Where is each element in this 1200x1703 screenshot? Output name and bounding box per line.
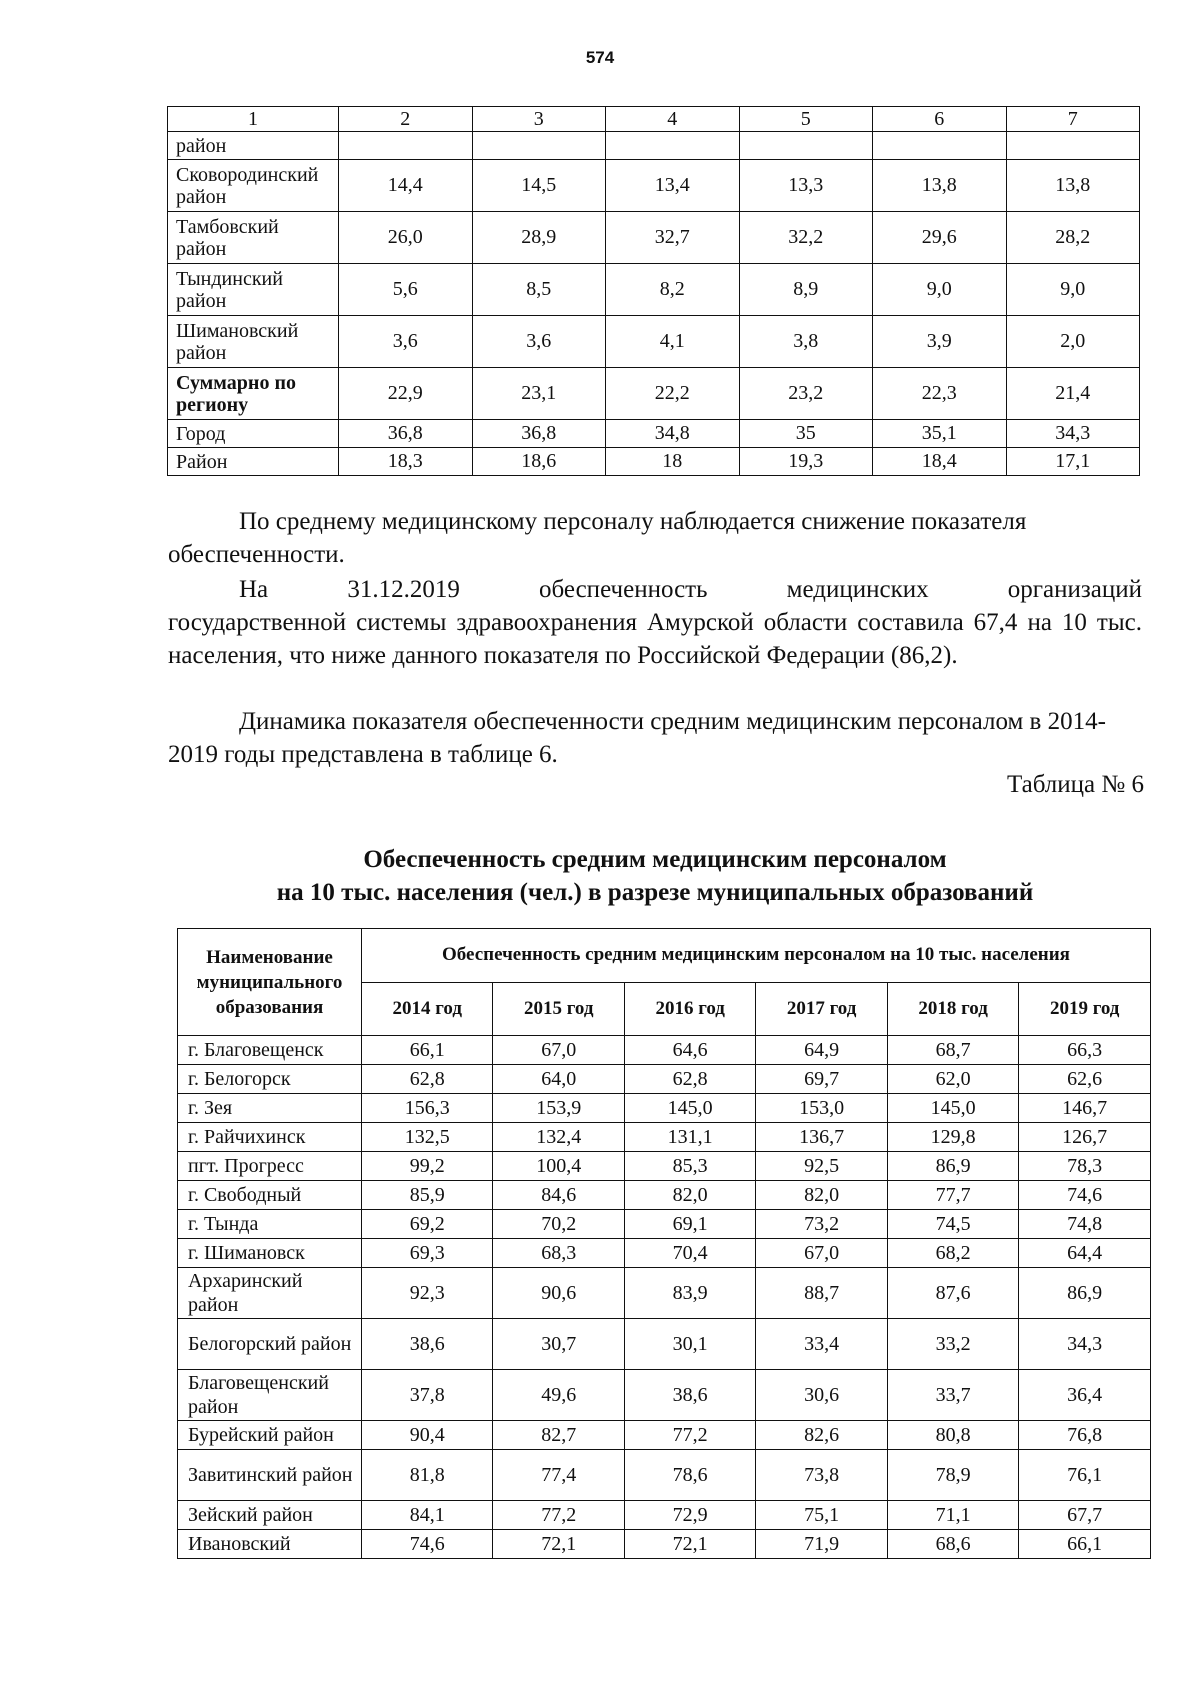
cell-value: 62,0: [887, 1065, 1018, 1094]
row-name: Город: [168, 420, 339, 448]
row-name: г. Шимановск: [178, 1239, 362, 1268]
column-number: 6: [873, 107, 1007, 132]
table-row: [178, 1450, 1151, 1501]
table-row: [178, 1319, 1151, 1370]
cell-value: 145,0: [624, 1094, 755, 1123]
table-title: [0, 843, 1200, 909]
cell-value: 72,1: [624, 1530, 755, 1559]
cell-value: [739, 132, 873, 160]
cell-value: 62,8: [624, 1065, 755, 1094]
cell-value: 145,0: [887, 1094, 1018, 1123]
header-year: 2018 год: [887, 982, 1018, 1036]
table-row: [168, 316, 1140, 368]
table-row: [178, 1530, 1151, 1559]
cell-value: 23,2: [739, 368, 873, 420]
cell-value: [472, 132, 606, 160]
cell-value: 68,3: [493, 1239, 624, 1268]
cell-value: 34,3: [1019, 1319, 1151, 1370]
cell-value: [1006, 132, 1140, 160]
row-name: Ивановский: [178, 1530, 362, 1559]
cell-value: 85,3: [624, 1152, 755, 1181]
header-municipality: Наименование муниципального образования: [178, 929, 362, 1036]
page-number: 574: [585, 48, 615, 67]
cell-value: 4,1: [606, 316, 740, 368]
cell-value: 129,8: [887, 1123, 1018, 1152]
paragraph-coverage: государственной системы здравоохранения Амурской области составила 67,4 на 10 тыс. населения, что ниже данного показателя по Российской Федерации (86,2).: [168, 609, 1142, 669]
cell-value: 68,6: [887, 1530, 1018, 1559]
cell-value: 78,9: [887, 1450, 1018, 1501]
table-title-line: Обеспеченность средним медицинским персоналом: [363, 846, 947, 873]
cell-value: [339, 132, 473, 160]
cell-value: 2,0: [1006, 316, 1140, 368]
cell-value: 100,4: [493, 1152, 624, 1181]
cell-value: 18,3: [339, 448, 473, 476]
cell-value: 78,6: [624, 1450, 755, 1501]
cell-value: 23,1: [472, 368, 606, 420]
cell-value: 86,9: [1019, 1268, 1151, 1319]
row-name: Благовещенский район: [178, 1370, 362, 1421]
table-row: [168, 448, 1140, 476]
cell-value: 67,0: [493, 1036, 624, 1065]
cell-value: 146,7: [1019, 1094, 1151, 1123]
row-name: Архаринский район: [178, 1268, 362, 1319]
cell-value: 74,6: [362, 1530, 493, 1559]
cell-value: 19,3: [739, 448, 873, 476]
row-name: г. Тында: [178, 1210, 362, 1239]
cell-value: 77,7: [887, 1181, 1018, 1210]
cell-value: 17,1: [1006, 448, 1140, 476]
table-row: [168, 264, 1140, 316]
table-row: [168, 160, 1140, 212]
cell-value: 82,0: [624, 1181, 755, 1210]
cell-value: 66,1: [1019, 1530, 1151, 1559]
cell-value: 132,5: [362, 1123, 493, 1152]
cell-value: 88,7: [756, 1268, 887, 1319]
cell-value: 33,4: [756, 1319, 887, 1370]
cell-value: 38,6: [362, 1319, 493, 1370]
cell-value: 21,4: [1006, 368, 1140, 420]
row-name: Тындинский район: [168, 264, 339, 316]
row-name: Сковородинский район: [168, 160, 339, 212]
row-name: район: [168, 132, 339, 160]
table-row: [178, 1152, 1151, 1181]
continuation-table: [167, 106, 1140, 476]
header-year: 2015 год: [493, 982, 624, 1036]
cell-value: 92,3: [362, 1268, 493, 1319]
cell-value: 86,9: [887, 1152, 1018, 1181]
column-number: 2: [339, 107, 473, 132]
cell-value: 13,3: [739, 160, 873, 212]
cell-value: 33,7: [887, 1370, 1018, 1421]
cell-value: 30,7: [493, 1319, 624, 1370]
cell-value: 71,1: [887, 1501, 1018, 1530]
cell-value: 80,8: [887, 1421, 1018, 1450]
cell-value: 22,2: [606, 368, 740, 420]
cell-value: 73,8: [756, 1450, 887, 1501]
cell-value: 69,1: [624, 1210, 755, 1239]
cell-value: 3,6: [472, 316, 606, 368]
cell-value: 64,0: [493, 1065, 624, 1094]
cell-value: 75,1: [756, 1501, 887, 1530]
cell-value: 81,8: [362, 1450, 493, 1501]
cell-value: 99,2: [362, 1152, 493, 1181]
cell-value: 90,4: [362, 1421, 493, 1450]
cell-value: 5,6: [339, 264, 473, 316]
cell-value: 22,3: [873, 368, 1007, 420]
cell-value: 153,0: [756, 1094, 887, 1123]
cell-value: 18: [606, 448, 740, 476]
cell-value: 74,5: [887, 1210, 1018, 1239]
cell-value: 74,6: [1019, 1181, 1151, 1210]
cell-value: 64,4: [1019, 1239, 1151, 1268]
cell-value: 85,9: [362, 1181, 493, 1210]
cell-value: 26,0: [339, 212, 473, 264]
cell-value: 9,0: [1006, 264, 1140, 316]
cell-value: 82,7: [493, 1421, 624, 1450]
cell-value: 67,7: [1019, 1501, 1151, 1530]
cell-value: 62,8: [362, 1065, 493, 1094]
cell-value: 36,4: [1019, 1370, 1151, 1421]
cell-value: 36,8: [339, 420, 473, 448]
cell-value: 14,4: [339, 160, 473, 212]
cell-value: 66,1: [362, 1036, 493, 1065]
table-header-row: [178, 929, 1151, 983]
cell-value: 8,5: [472, 264, 606, 316]
paragraph-date-line: На 31.12.2019 обеспеченность медицинских организаций: [239, 576, 1142, 603]
cell-value: 8,9: [739, 264, 873, 316]
table-row: [178, 1370, 1151, 1421]
table-row: [178, 1094, 1151, 1123]
column-number: 5: [739, 107, 873, 132]
row-name: г. Белогорск: [178, 1065, 362, 1094]
cell-value: 73,2: [756, 1210, 887, 1239]
cell-value: 156,3: [362, 1094, 493, 1123]
row-name: г. Райчихинск: [178, 1123, 362, 1152]
cell-value: 34,3: [1006, 420, 1140, 448]
cell-value: 13,4: [606, 160, 740, 212]
cell-value: 68,7: [887, 1036, 1018, 1065]
table-header-row: [168, 107, 1140, 132]
row-name: Зейский район: [178, 1501, 362, 1530]
row-name: Суммарно по региону: [168, 368, 339, 420]
cell-value: 30,6: [756, 1370, 887, 1421]
cell-value: 71,9: [756, 1530, 887, 1559]
cell-value: 78,3: [1019, 1152, 1151, 1181]
table-row: [178, 1421, 1151, 1450]
table-row: [178, 1123, 1151, 1152]
cell-value: 131,1: [624, 1123, 755, 1152]
staffing-table-body: [178, 1036, 1151, 1559]
cell-value: 68,2: [887, 1239, 1018, 1268]
cell-value: 28,9: [472, 212, 606, 264]
cell-value: 14,5: [472, 160, 606, 212]
cell-value: [606, 132, 740, 160]
cell-value: 13,8: [1006, 160, 1140, 212]
column-number: 4: [606, 107, 740, 132]
table-row: [178, 1239, 1151, 1268]
cell-value: 62,6: [1019, 1065, 1151, 1094]
cell-value: 92,5: [756, 1152, 887, 1181]
cell-value: [873, 132, 1007, 160]
table-row: [168, 132, 1140, 160]
staffing-table: [177, 928, 1151, 1559]
cell-value: 66,3: [1019, 1036, 1151, 1065]
cell-value: 72,1: [493, 1530, 624, 1559]
table-title-line: на 10 тыс. населения (чел.) в разрезе муниципальных образований: [276, 879, 1034, 906]
cell-value: 153,9: [493, 1094, 624, 1123]
row-name: г. Благовещенск: [178, 1036, 362, 1065]
cell-value: 132,4: [493, 1123, 624, 1152]
cell-value: 126,7: [1019, 1123, 1151, 1152]
cell-value: 77,2: [493, 1501, 624, 1530]
paragraph-staff-decline: По среднему медицинскому персоналу наблюдается снижение показателя обеспеченности.: [168, 508, 1027, 568]
cell-value: 77,4: [493, 1450, 624, 1501]
row-name: г. Свободный: [178, 1181, 362, 1210]
row-name: г. Зея: [178, 1094, 362, 1123]
table-row: [178, 1210, 1151, 1239]
cell-value: 22,9: [339, 368, 473, 420]
cell-value: 70,2: [493, 1210, 624, 1239]
cell-value: 18,4: [873, 448, 1007, 476]
table-row: [178, 1036, 1151, 1065]
cell-value: 3,9: [873, 316, 1007, 368]
column-number: 7: [1006, 107, 1140, 132]
cell-value: 36,8: [472, 420, 606, 448]
cell-value: 74,8: [1019, 1210, 1151, 1239]
cell-value: 34,8: [606, 420, 740, 448]
row-name: Район: [168, 448, 339, 476]
cell-value: 82,6: [756, 1421, 887, 1450]
cell-value: 70,4: [624, 1239, 755, 1268]
table-row: [178, 1268, 1151, 1319]
cell-value: 69,3: [362, 1239, 493, 1268]
cell-value: 33,2: [887, 1319, 1018, 1370]
paragraph-dynamics: Динамика показателя обеспеченности средним медицинским персоналом в 2014-2019 годы представлена в таблице 6.: [168, 708, 1106, 768]
header-coverage: Обеспеченность средним медицинским персоналом на 10 тыс. населения: [362, 929, 1151, 983]
cell-value: 32,7: [606, 212, 740, 264]
header-year: 2014 год: [362, 982, 493, 1036]
cell-value: 64,6: [624, 1036, 755, 1065]
table-row: [168, 212, 1140, 264]
cell-value: 3,6: [339, 316, 473, 368]
cell-value: 76,1: [1019, 1450, 1151, 1501]
cell-value: 82,0: [756, 1181, 887, 1210]
cell-value: 30,1: [624, 1319, 755, 1370]
header-year: 2017 год: [756, 982, 887, 1036]
cell-value: 69,7: [756, 1065, 887, 1094]
row-name: Бурейский район: [178, 1421, 362, 1450]
cell-value: 38,6: [624, 1370, 755, 1421]
column-number: 1: [168, 107, 339, 132]
cell-value: 35,1: [873, 420, 1007, 448]
cell-value: 18,6: [472, 448, 606, 476]
cell-value: 90,6: [493, 1268, 624, 1319]
cell-value: 69,2: [362, 1210, 493, 1239]
cell-value: 29,6: [873, 212, 1007, 264]
cell-value: 3,8: [739, 316, 873, 368]
cell-value: 83,9: [624, 1268, 755, 1319]
cell-value: 136,7: [756, 1123, 887, 1152]
cell-value: 32,2: [739, 212, 873, 264]
table-row: [168, 420, 1140, 448]
table-row: [178, 1181, 1151, 1210]
row-name: пгт. Прогресс: [178, 1152, 362, 1181]
table-label: Таблица № 6: [1006, 771, 1144, 798]
table-row: [178, 1065, 1151, 1094]
cell-value: 87,6: [887, 1268, 1018, 1319]
cell-value: 84,6: [493, 1181, 624, 1210]
cell-value: 13,8: [873, 160, 1007, 212]
cell-value: 8,2: [606, 264, 740, 316]
cell-value: 49,6: [493, 1370, 624, 1421]
cell-value: 67,0: [756, 1239, 887, 1268]
row-name: Шимановский район: [168, 316, 339, 368]
row-name: Завитинский район: [178, 1450, 362, 1501]
cell-value: 84,1: [362, 1501, 493, 1530]
cell-value: 76,8: [1019, 1421, 1151, 1450]
header-year: 2019 год: [1019, 982, 1151, 1036]
table-row-total: [168, 368, 1140, 420]
column-number: 3: [472, 107, 606, 132]
cell-value: 64,9: [756, 1036, 887, 1065]
cell-value: 9,0: [873, 264, 1007, 316]
header-year: 2016 год: [624, 982, 755, 1036]
cell-value: 77,2: [624, 1421, 755, 1450]
table-row: [178, 1501, 1151, 1530]
cell-value: 28,2: [1006, 212, 1140, 264]
row-name: Тамбовский район: [168, 212, 339, 264]
cell-value: 72,9: [624, 1501, 755, 1530]
cell-value: 37,8: [362, 1370, 493, 1421]
row-name: Белогорский район: [178, 1319, 362, 1370]
cell-value: 35: [739, 420, 873, 448]
